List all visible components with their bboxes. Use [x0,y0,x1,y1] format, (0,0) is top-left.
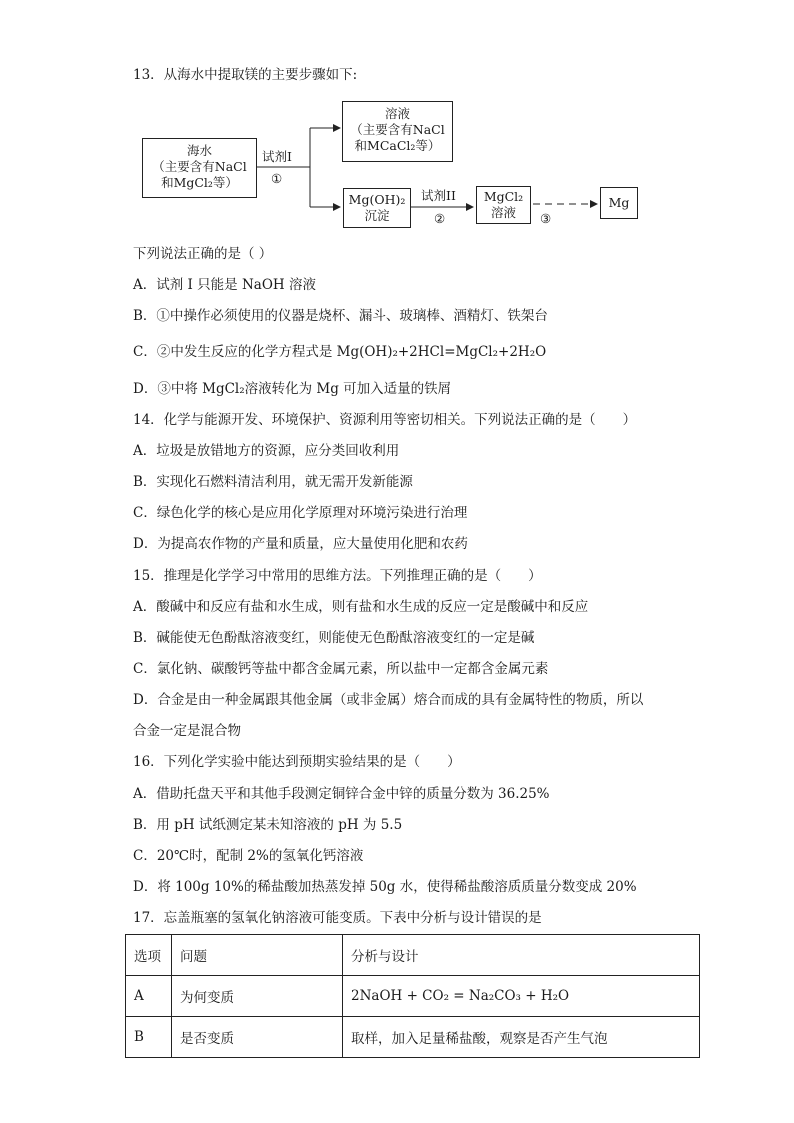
q13-option-d: D．③中将 MgCl₂溶液转化为 Mg 可加入适量的铁屑 [133,381,452,397]
reagent-1-label: 试剂I [262,149,292,164]
header-analysis: 分析与设计 [343,935,700,976]
solution-box [342,101,453,162]
table-row [126,976,700,1017]
seawater-note-2: 和MgCl₂等） [161,175,238,190]
q13-question: 下列说法正确的是（ ） [133,246,273,262]
seawater-note-1: （主要含有NaCl [152,159,247,174]
q15-option-d: D．合金是由一种金属跟其他金属（或非金属）熔合而成的具有金属特性的物质，所以 [133,692,644,708]
q17-stem: 17．忘盖瓶塞的氢氧化钠溶液可能变质。下表中分析与设计错误的是 [133,910,542,926]
q13-stem: 13．从海水中提取镁的主要步骤如下: [133,67,358,83]
seawater-box [142,138,257,198]
header-question: 问题 [172,935,343,976]
seawater-label: 海水 [186,143,212,158]
q15-option-c: C．氯化钠、碳酸钙等盐中都含金属元素，所以盐中一定都含金属元素 [133,661,549,677]
step-1-marker: ① [271,171,283,186]
row-a-analysis: 2NaOH + CO₂ = Na₂CO₃ + H₂O [343,976,700,1017]
q15-option-d-cont: 合金一定是混合物 [133,723,241,739]
table-row [126,1017,700,1058]
q13-option-a: A．试剂 I 只能是 NaOH 溶液 [133,277,316,293]
row-b-analysis: 取样，加入足量稀盐酸，观察是否产生气泡 [343,1017,700,1058]
precipitate-label: 沉淀 [364,208,390,223]
q15-option-a: A．酸碱中和反应有盐和水生成，则有盐和水生成的反应一定是酸碱中和反应 [133,599,589,615]
q15-option-b: B．碱能使无色酚酞溶液变红，则能使无色酚酞溶液变红的一定是碱 [133,630,535,646]
row-b-question: 是否变质 [172,1017,343,1058]
mgcl2-label: 溶液 [490,205,516,220]
solution-note-1: （主要含有NaCl [350,122,445,137]
q13-option-b: B．①中操作必须使用的仪器是烧杯、漏斗、玻璃棒、酒精灯、铁架台 [133,308,548,324]
q14-stem: 14．化学与能源开发、环境保护、资源利用等密切相关。下列说法正确的是（ ） [133,412,637,428]
step-3-marker: ③ [540,211,552,226]
precipitate-box [343,188,411,228]
reagent-2-label: 试剂II [421,188,456,203]
row-a-question: 为何变质 [172,976,343,1017]
table-header-row [126,935,700,976]
mgcl2-box [476,186,531,224]
q16-option-d: D．将 100g 10%的稀盐酸加热蒸发掉 50g 水，使得稀盐酸溶质质量分数变成 20% [133,879,637,895]
q15-stem: 15．推理是化学学习中常用的思维方法。下列推理正确的是（ ） [133,568,542,584]
solution-note-2: 和MCaCl₂等） [354,138,441,153]
mgcl2-formula: MgCl₂ [483,189,524,204]
q16-stem: 16．下列化学实验中能达到预期实验结果的是（ ） [133,754,461,770]
q14-option-b: B．实现化石燃料清洁利用，就无需开发新能源 [133,474,413,490]
solution-label: 溶液 [384,106,410,121]
header-option: 选项 [126,935,172,976]
q14-option-a: A．垃圾是放错地方的资源，应分类回收利用 [133,443,400,459]
row-b-option: B [126,1017,172,1058]
mg-box [600,187,638,219]
q16-option-b: B．用 pH 试纸测定某未知溶液的 pH 为 5.5 [133,817,403,833]
precipitate-formula: Mg(OH)₂ [348,192,406,207]
q16-option-c: C．20℃时，配制 2%的氢氧化钙溶液 [133,848,364,864]
q14-option-c: C．绿色化学的核心是应用化学原理对环境污染进行治理 [133,505,468,521]
q13-option-c: C．②中发生反应的化学方程式是 Mg(OH)₂+2HCl=MgCl₂+2H₂O [133,344,547,360]
q16-option-a: A．借助托盘天平和其他手段测定铜锌合金中锌的质量分数为 36.25% [133,786,550,802]
mg-label: Mg [608,195,630,210]
row-a-option: A [126,976,172,1017]
step-2-marker: ② [434,211,446,226]
q14-option-d: D．为提高农作物的产量和质量，应大量使用化肥和农药 [133,536,468,552]
q17-table [125,934,700,1058]
